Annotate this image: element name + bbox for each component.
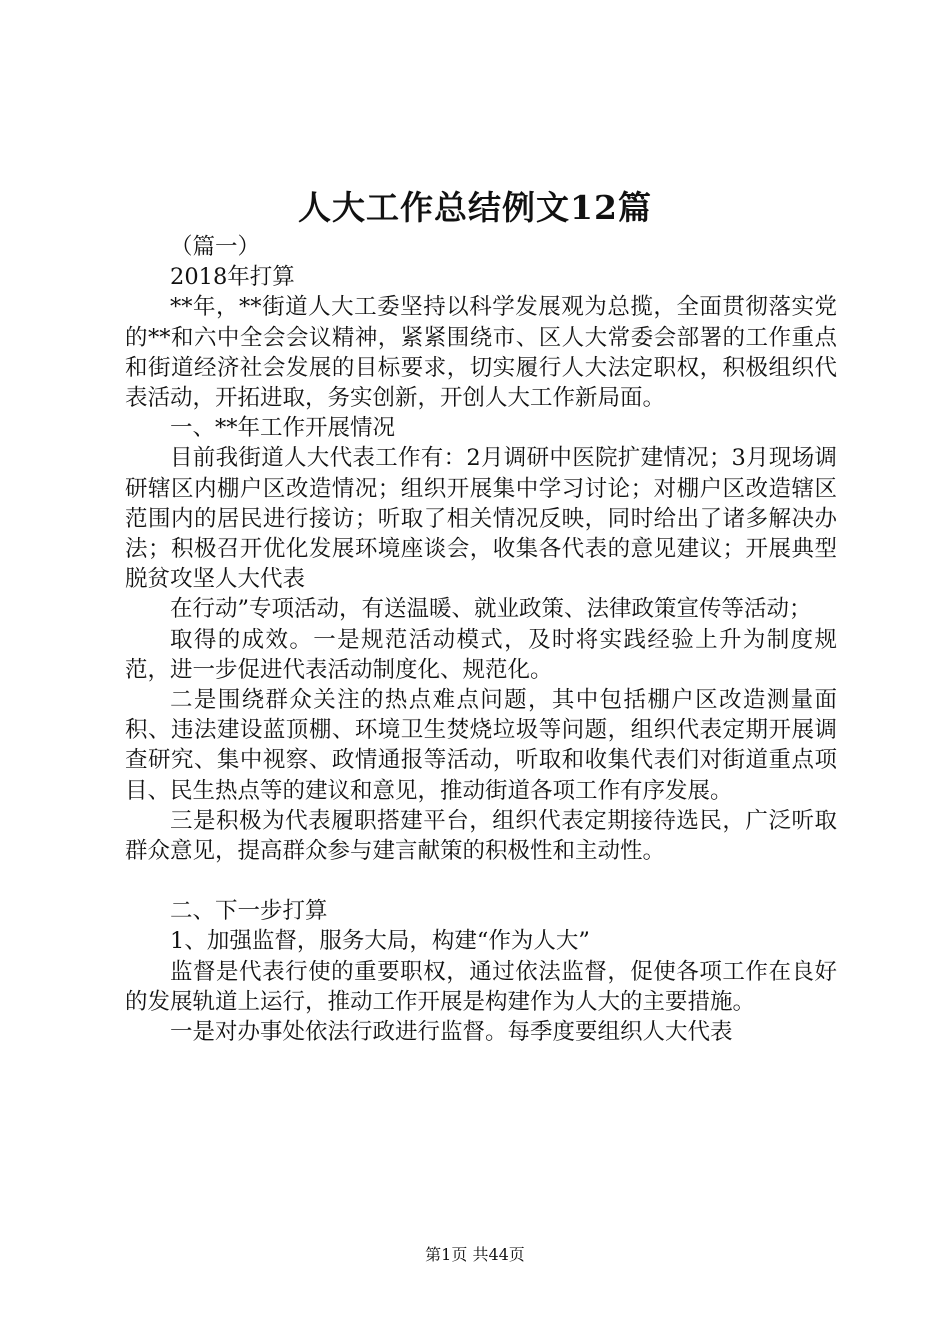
paragraph-achievement-two: 二是围绕群众关注的热点难点问题，其中包括棚户区改造测量面积、违法建设蓝顶棚、环境卫生焚烧垃圾等问题，组织代表定期开展调查研究、集中视察、政情通报等活动，听取和收集代表们对街道重点项目、民生热点等的建议和意见，推动街道各项工作有序发展。 xyxy=(125,687,837,804)
heading-work-status: 一、**年工作开展情况 xyxy=(170,415,396,442)
blank-line xyxy=(125,866,837,896)
subheading-supervision: 1、加强监督，服务大局，构建“作为人大” xyxy=(170,928,590,955)
paragraph-supervision-item-one: 一是对办事处依法行政进行监督。每季度要组织人大代表 xyxy=(170,1019,733,1046)
document-title: 人大工作总结例文12篇 xyxy=(298,188,652,227)
page-footer: 第1页 共44页 xyxy=(425,1245,525,1264)
heading-next-steps: 二、下一步打算 xyxy=(170,898,328,925)
paragraph-achievement-three: 三是积极为代表履职搭建平台，组织代表定期接待选民，广泛听取群众意见，提高群众参与建言献策的积极性和主动性。 xyxy=(125,807,837,865)
paragraph-intro: **年，**街道人大工委坚持以科学发展观为总揽，全面贯彻落实党的**和六中全会会议精神，紧紧围绕市、区人大常委会部署的工作重点和街道经济社会发展的目标要求，切实履行人大法定职权，积极组织代表活动，开拓进取，务实创新，开创人大工作新局面。 xyxy=(125,294,837,412)
section-heading-part-one: （篇一） xyxy=(170,234,261,260)
paragraph-special-activity: 在行动”专项活动，有送温暖、就业政策、法律政策宣传等活动； xyxy=(170,596,812,623)
paragraph-work-list: 目前我街道人大代表工作有：2月调研中医院扩建情况；3月现场调研辖区内棚户区改造情况；组织开展集中学习讨论；对棚户区改造辖区范围内的居民进行接访；听取了相关情况反映，同时给出了诸多解决办法；积极召开优化发展环境座谈会，收集各代表的意见建议；开展典型脱贫攻坚人大代表 xyxy=(125,445,837,593)
paragraph-supervision: 监督是代表行使的重要职权，通过依法监督，促使各项工作在良好的发展轨道上运行，推动工作开展是构建作为人大的主要措施。 xyxy=(125,958,837,1015)
document-body xyxy=(125,232,837,1047)
subheading-plan-2018: 2018年打算 xyxy=(170,264,295,291)
paragraph-achievement-one: 取得的成效。一是规范活动模式，及时将实践经验上升为制度规范，进一步促进代表活动制度化、规范化。 xyxy=(125,626,837,683)
